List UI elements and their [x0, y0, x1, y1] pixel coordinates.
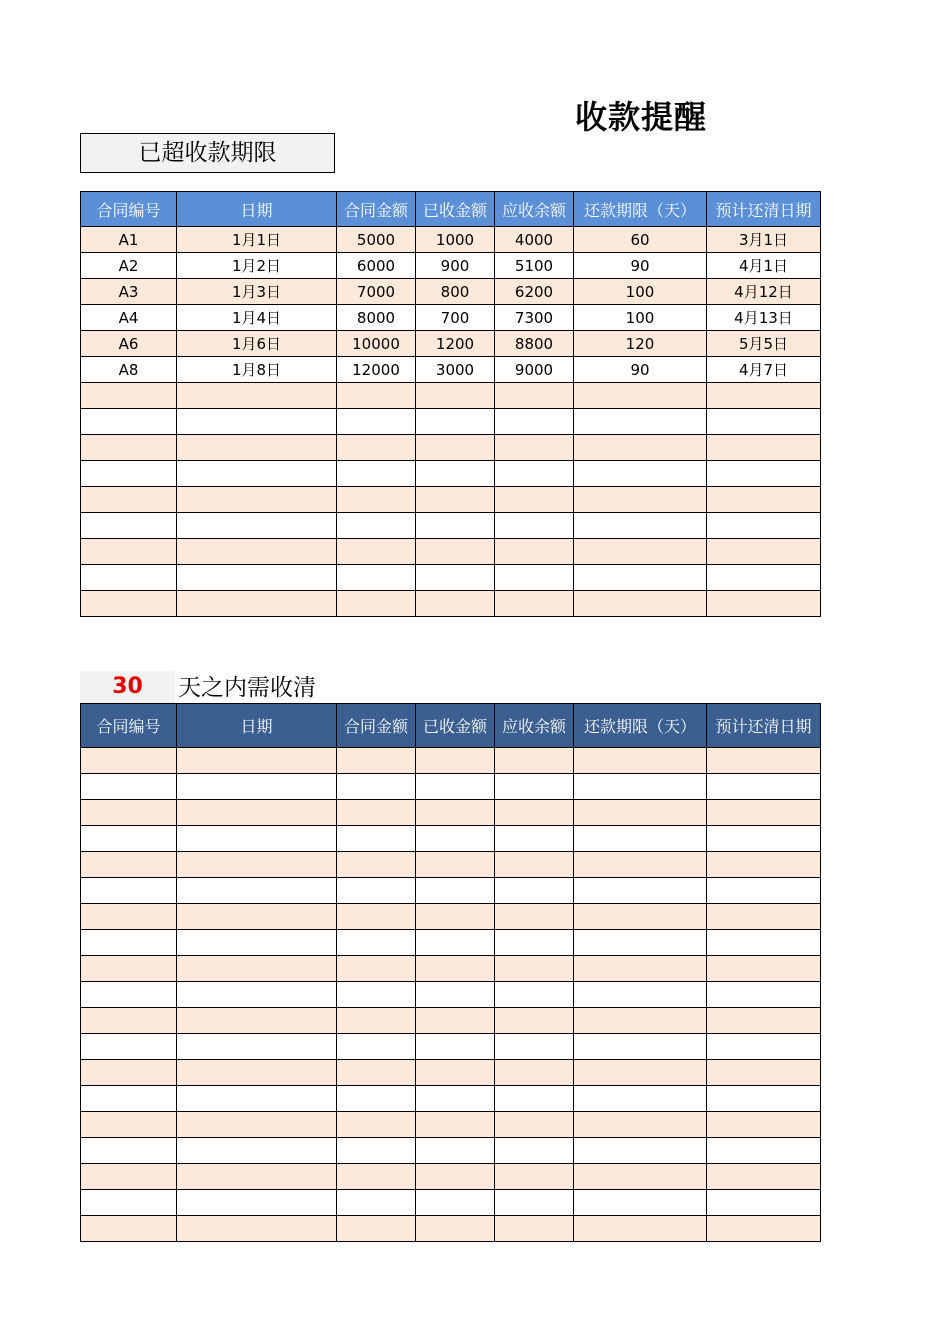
table-cell[interactable]	[574, 1216, 707, 1242]
table-cell[interactable]	[337, 1138, 416, 1164]
table-cell[interactable]: 700	[416, 305, 495, 331]
table-cell[interactable]	[81, 539, 177, 565]
table-cell[interactable]	[337, 774, 416, 800]
table-cell[interactable]	[337, 1034, 416, 1060]
table-cell[interactable]	[574, 1008, 707, 1034]
table-cell[interactable]	[707, 956, 821, 982]
table-cell[interactable]	[707, 930, 821, 956]
table-row	[81, 227, 821, 253]
table-cell[interactable]	[495, 1008, 574, 1034]
table-cell[interactable]	[495, 539, 574, 565]
table-cell[interactable]	[177, 1060, 337, 1086]
table-cell[interactable]	[416, 826, 495, 852]
table-cell[interactable]	[574, 826, 707, 852]
table-cell[interactable]	[337, 565, 416, 591]
table-cell[interactable]	[337, 1112, 416, 1138]
table-cell[interactable]	[707, 409, 821, 435]
table-row	[81, 279, 821, 305]
table-cell[interactable]	[81, 1164, 177, 1190]
table-cell[interactable]: 120	[574, 331, 707, 357]
table-cell[interactable]	[416, 591, 495, 617]
table-row-empty	[81, 539, 821, 565]
table-cell[interactable]	[337, 1164, 416, 1190]
table-cell[interactable]	[574, 1086, 707, 1112]
table-cell[interactable]: 6000	[337, 253, 416, 279]
page-title: 收款提醒	[575, 98, 708, 136]
table-row-empty	[81, 1216, 821, 1242]
table-cell[interactable]	[337, 956, 416, 982]
column-header: 合同编号	[81, 192, 177, 227]
table-cell[interactable]	[177, 383, 337, 409]
table-cell[interactable]	[177, 591, 337, 617]
table-cell[interactable]	[337, 539, 416, 565]
table-cell[interactable]	[707, 539, 821, 565]
table-cell[interactable]	[495, 565, 574, 591]
table-cell[interactable]	[177, 930, 337, 956]
table-cell[interactable]	[177, 1216, 337, 1242]
table-cell[interactable]	[177, 774, 337, 800]
table-row-empty	[81, 461, 821, 487]
table-cell[interactable]	[574, 487, 707, 513]
table-cell[interactable]	[416, 1216, 495, 1242]
table-cell[interactable]	[416, 930, 495, 956]
table-cell[interactable]	[337, 409, 416, 435]
column-header: 合同金额	[337, 192, 416, 227]
table-cell[interactable]: 7300	[495, 305, 574, 331]
column-header: 日期	[177, 192, 337, 227]
table-cell[interactable]	[177, 878, 337, 904]
table-cell[interactable]	[495, 1138, 574, 1164]
table-cell[interactable]	[337, 1190, 416, 1216]
table-cell[interactable]: 10000	[337, 331, 416, 357]
column-header: 应收余额	[495, 192, 574, 227]
table-row-empty	[81, 826, 821, 852]
table-cell[interactable]	[416, 878, 495, 904]
table-cell[interactable]	[337, 878, 416, 904]
table-cell[interactable]	[337, 800, 416, 826]
table-cell[interactable]	[416, 956, 495, 982]
column-header: 还款期限（天）	[574, 192, 707, 227]
table-cell[interactable]	[495, 1060, 574, 1086]
table-cell[interactable]	[707, 591, 821, 617]
table-cell[interactable]	[81, 800, 177, 826]
table-cell[interactable]	[574, 800, 707, 826]
table-cell[interactable]	[495, 1164, 574, 1190]
table-cell[interactable]	[81, 1086, 177, 1112]
table-row-empty	[81, 1008, 821, 1034]
table-cell[interactable]: 100	[574, 279, 707, 305]
table-cell[interactable]	[81, 1216, 177, 1242]
table-cell[interactable]	[177, 435, 337, 461]
table-cell[interactable]	[177, 852, 337, 878]
table-cell[interactable]: 90	[574, 357, 707, 383]
table-cell[interactable]	[81, 1112, 177, 1138]
table-cell[interactable]	[337, 513, 416, 539]
column-header: 合同金额	[337, 704, 416, 748]
table-row-empty	[81, 904, 821, 930]
table-cell[interactable]	[337, 591, 416, 617]
table-cell[interactable]: A6	[81, 331, 177, 357]
table-cell[interactable]	[707, 1008, 821, 1034]
column-header: 已收金额	[416, 704, 495, 748]
table-cell[interactable]	[81, 878, 177, 904]
table-cell[interactable]	[495, 409, 574, 435]
table-cell[interactable]	[416, 539, 495, 565]
table-cell[interactable]	[574, 461, 707, 487]
table-cell[interactable]: 5月5日	[707, 331, 821, 357]
table-cell[interactable]	[574, 1060, 707, 1086]
table-row-empty	[81, 1164, 821, 1190]
table-cell[interactable]	[177, 1112, 337, 1138]
table-cell[interactable]	[177, 461, 337, 487]
table-row-empty	[81, 800, 821, 826]
table-cell[interactable]	[707, 487, 821, 513]
table-cell[interactable]: 1月1日	[177, 227, 337, 253]
days-threshold[interactable]: 30	[80, 671, 175, 703]
table-cell[interactable]	[81, 565, 177, 591]
table-cell[interactable]: 6200	[495, 279, 574, 305]
table-cell[interactable]	[416, 852, 495, 878]
table-cell[interactable]	[707, 513, 821, 539]
table-cell[interactable]	[337, 852, 416, 878]
table-cell[interactable]	[416, 1060, 495, 1086]
table-cell[interactable]	[337, 904, 416, 930]
table-cell[interactable]	[495, 774, 574, 800]
table-cell[interactable]	[495, 852, 574, 878]
table-row-empty	[81, 1034, 821, 1060]
table-cell[interactable]	[337, 461, 416, 487]
table-cell[interactable]	[574, 1190, 707, 1216]
table-cell[interactable]	[177, 800, 337, 826]
table-cell[interactable]	[81, 435, 177, 461]
table-row	[81, 305, 821, 331]
table-row-empty	[81, 748, 821, 774]
table-row-empty	[81, 1060, 821, 1086]
table-cell[interactable]: 1月8日	[177, 357, 337, 383]
column-header: 已收金额	[416, 192, 495, 227]
table-cell[interactable]	[177, 1086, 337, 1112]
table-cell[interactable]	[177, 904, 337, 930]
table-cell[interactable]	[707, 1060, 821, 1086]
table-cell[interactable]	[707, 904, 821, 930]
table-row	[81, 331, 821, 357]
table-cell[interactable]	[416, 1190, 495, 1216]
table-cell[interactable]: 4000	[495, 227, 574, 253]
table-cell[interactable]	[177, 956, 337, 982]
table-cell[interactable]	[574, 409, 707, 435]
table-cell[interactable]	[707, 1112, 821, 1138]
table-cell[interactable]	[416, 435, 495, 461]
table-cell[interactable]	[81, 982, 177, 1008]
column-header: 应收余额	[495, 704, 574, 748]
table-cell[interactable]	[177, 409, 337, 435]
table-cell[interactable]	[574, 539, 707, 565]
table-cell[interactable]	[81, 513, 177, 539]
table-row-empty	[81, 565, 821, 591]
table-cell[interactable]	[574, 748, 707, 774]
table-cell[interactable]	[416, 461, 495, 487]
table-cell[interactable]	[416, 1034, 495, 1060]
table-cell[interactable]	[416, 1086, 495, 1112]
table-cell[interactable]: 5000	[337, 227, 416, 253]
table-cell[interactable]	[574, 1164, 707, 1190]
table-cell[interactable]	[574, 904, 707, 930]
table-cell[interactable]: 900	[416, 253, 495, 279]
table-cell[interactable]	[416, 383, 495, 409]
table-cell[interactable]	[495, 487, 574, 513]
column-header: 合同编号	[81, 704, 177, 748]
table-cell[interactable]	[574, 435, 707, 461]
table-cell[interactable]	[337, 1060, 416, 1086]
table-row-empty	[81, 1112, 821, 1138]
table-cell[interactable]	[495, 591, 574, 617]
table-cell[interactable]: 1月4日	[177, 305, 337, 331]
table-cell[interactable]	[707, 383, 821, 409]
table-row	[81, 357, 821, 383]
table-row-empty	[81, 956, 821, 982]
table-cell[interactable]	[574, 982, 707, 1008]
table-cell[interactable]	[416, 1112, 495, 1138]
table-cell[interactable]	[337, 435, 416, 461]
table-cell[interactable]	[337, 826, 416, 852]
table-cell[interactable]	[495, 878, 574, 904]
table-cell[interactable]: 7000	[337, 279, 416, 305]
table-cell[interactable]	[707, 982, 821, 1008]
table-cell[interactable]	[574, 565, 707, 591]
table-row-empty	[81, 774, 821, 800]
table-cell[interactable]: 12000	[337, 357, 416, 383]
table-cell[interactable]	[416, 1164, 495, 1190]
table-row-empty	[81, 513, 821, 539]
table-cell[interactable]	[495, 956, 574, 982]
table-cell[interactable]	[574, 383, 707, 409]
table-cell[interactable]	[337, 1008, 416, 1034]
table-cell[interactable]	[707, 1086, 821, 1112]
table-cell[interactable]: A1	[81, 227, 177, 253]
table-row-empty	[81, 1086, 821, 1112]
table-cell[interactable]	[416, 800, 495, 826]
table-cell[interactable]: A4	[81, 305, 177, 331]
table-cell[interactable]	[495, 1216, 574, 1242]
table-cell[interactable]	[495, 982, 574, 1008]
table-cell[interactable]: 4月1日	[707, 253, 821, 279]
table-cell[interactable]: A8	[81, 357, 177, 383]
table-cell[interactable]	[337, 383, 416, 409]
table-header-row	[81, 192, 821, 227]
table-cell[interactable]: 90	[574, 253, 707, 279]
table-cell[interactable]	[177, 1164, 337, 1190]
table-cell[interactable]	[81, 383, 177, 409]
table-cell[interactable]	[495, 461, 574, 487]
table-cell[interactable]	[416, 565, 495, 591]
table-cell[interactable]	[81, 904, 177, 930]
table-cell[interactable]	[707, 1034, 821, 1060]
table-cell[interactable]	[574, 852, 707, 878]
table-cell[interactable]	[574, 1112, 707, 1138]
table-cell[interactable]	[707, 1190, 821, 1216]
column-header: 预计还清日期	[707, 704, 821, 748]
table-cell[interactable]	[495, 1086, 574, 1112]
table-cell[interactable]: 800	[416, 279, 495, 305]
table-cell[interactable]	[574, 1034, 707, 1060]
table-cell[interactable]	[707, 1138, 821, 1164]
table-cell[interactable]	[574, 878, 707, 904]
table-row-empty	[81, 409, 821, 435]
table-cell[interactable]: 8000	[337, 305, 416, 331]
overdue-section-label: 已超收款期限	[80, 133, 335, 173]
table-cell[interactable]	[574, 956, 707, 982]
table-cell[interactable]	[707, 774, 821, 800]
column-header: 日期	[177, 704, 337, 748]
table-cell[interactable]	[337, 487, 416, 513]
table-row-empty	[81, 435, 821, 461]
table-cell[interactable]	[495, 1112, 574, 1138]
table-cell[interactable]	[707, 1164, 821, 1190]
table-cell[interactable]	[495, 826, 574, 852]
table-cell[interactable]	[337, 982, 416, 1008]
table-cell[interactable]	[81, 409, 177, 435]
table-cell[interactable]	[707, 1216, 821, 1242]
table-cell[interactable]: 4月7日	[707, 357, 821, 383]
column-header: 预计还清日期	[707, 192, 821, 227]
column-header: 还款期限（天）	[574, 704, 707, 748]
table-cell[interactable]	[416, 487, 495, 513]
table-cell[interactable]	[707, 565, 821, 591]
table-cell[interactable]: 60	[574, 227, 707, 253]
table-cell[interactable]	[81, 956, 177, 982]
table-cell[interactable]: 1月3日	[177, 279, 337, 305]
table-cell[interactable]: 1月2日	[177, 253, 337, 279]
table-cell[interactable]	[81, 487, 177, 513]
table-cell[interactable]	[416, 513, 495, 539]
table-cell[interactable]	[177, 1190, 337, 1216]
table-cell[interactable]	[81, 591, 177, 617]
overdue-table	[80, 191, 821, 617]
table-cell[interactable]	[416, 982, 495, 1008]
table-cell[interactable]: 4月12日	[707, 279, 821, 305]
table-cell[interactable]: 3月1日	[707, 227, 821, 253]
table-cell[interactable]	[707, 800, 821, 826]
table-cell[interactable]	[495, 513, 574, 539]
table-cell[interactable]	[177, 539, 337, 565]
table-cell[interactable]: 1200	[416, 331, 495, 357]
table-cell[interactable]	[81, 852, 177, 878]
table-cell[interactable]	[416, 409, 495, 435]
table-cell[interactable]	[574, 930, 707, 956]
table-cell[interactable]: 4月13日	[707, 305, 821, 331]
table-cell[interactable]	[495, 1034, 574, 1060]
table-cell[interactable]	[81, 748, 177, 774]
table-header-row	[81, 704, 821, 748]
table-cell[interactable]: 3000	[416, 357, 495, 383]
table-cell[interactable]	[81, 1008, 177, 1034]
table-cell[interactable]	[416, 748, 495, 774]
table-cell[interactable]	[416, 1138, 495, 1164]
table-row-empty	[81, 852, 821, 878]
table-row-empty	[81, 1138, 821, 1164]
table-cell[interactable]: 5100	[495, 253, 574, 279]
table-cell[interactable]	[81, 826, 177, 852]
table-cell[interactable]	[495, 435, 574, 461]
table-cell[interactable]	[495, 800, 574, 826]
table-cell[interactable]: 100	[574, 305, 707, 331]
table-row-empty	[81, 591, 821, 617]
table-cell[interactable]	[495, 904, 574, 930]
table-cell[interactable]	[337, 930, 416, 956]
table-row-empty	[81, 383, 821, 409]
table-cell[interactable]: 1月6日	[177, 331, 337, 357]
table-cell[interactable]	[81, 774, 177, 800]
table-cell[interactable]	[416, 774, 495, 800]
table-cell[interactable]	[337, 1216, 416, 1242]
table-cell[interactable]	[177, 1138, 337, 1164]
table-cell[interactable]	[177, 748, 337, 774]
upcoming-section-label: 天之内需收清	[178, 675, 316, 701]
table-cell[interactable]: 1000	[416, 227, 495, 253]
upcoming-table	[80, 703, 821, 1242]
table-cell[interactable]	[337, 1086, 416, 1112]
table-cell[interactable]	[177, 513, 337, 539]
table-cell[interactable]	[574, 591, 707, 617]
table-cell[interactable]	[177, 826, 337, 852]
table-row-empty	[81, 1190, 821, 1216]
table-cell[interactable]	[707, 852, 821, 878]
table-cell[interactable]	[707, 748, 821, 774]
table-cell[interactable]: A2	[81, 253, 177, 279]
table-cell[interactable]	[495, 748, 574, 774]
table-cell[interactable]	[707, 878, 821, 904]
table-row-empty	[81, 878, 821, 904]
table-cell[interactable]	[81, 1034, 177, 1060]
table-cell[interactable]	[495, 1190, 574, 1216]
table-cell[interactable]: 8800	[495, 331, 574, 357]
table-cell[interactable]: A3	[81, 279, 177, 305]
table-row	[81, 253, 821, 279]
table-cell[interactable]	[707, 435, 821, 461]
table-cell[interactable]	[707, 461, 821, 487]
table-cell[interactable]	[177, 1008, 337, 1034]
table-cell[interactable]	[81, 1190, 177, 1216]
table-cell[interactable]	[574, 774, 707, 800]
table-cell[interactable]	[81, 461, 177, 487]
table-cell[interactable]	[707, 826, 821, 852]
table-cell[interactable]	[574, 1138, 707, 1164]
table-cell[interactable]	[81, 1060, 177, 1086]
table-row-empty	[81, 487, 821, 513]
table-cell[interactable]	[177, 565, 337, 591]
table-cell[interactable]	[495, 930, 574, 956]
table-cell[interactable]	[81, 930, 177, 956]
table-cell[interactable]	[574, 513, 707, 539]
table-cell[interactable]	[416, 904, 495, 930]
table-cell[interactable]	[495, 383, 574, 409]
table-cell[interactable]	[177, 487, 337, 513]
table-cell[interactable]	[177, 1034, 337, 1060]
table-cell[interactable]	[177, 982, 337, 1008]
table-row-empty	[81, 930, 821, 956]
table-cell[interactable]: 9000	[495, 357, 574, 383]
table-row-empty	[81, 982, 821, 1008]
table-cell[interactable]	[81, 1138, 177, 1164]
table-cell[interactable]	[416, 1008, 495, 1034]
table-cell[interactable]	[337, 748, 416, 774]
